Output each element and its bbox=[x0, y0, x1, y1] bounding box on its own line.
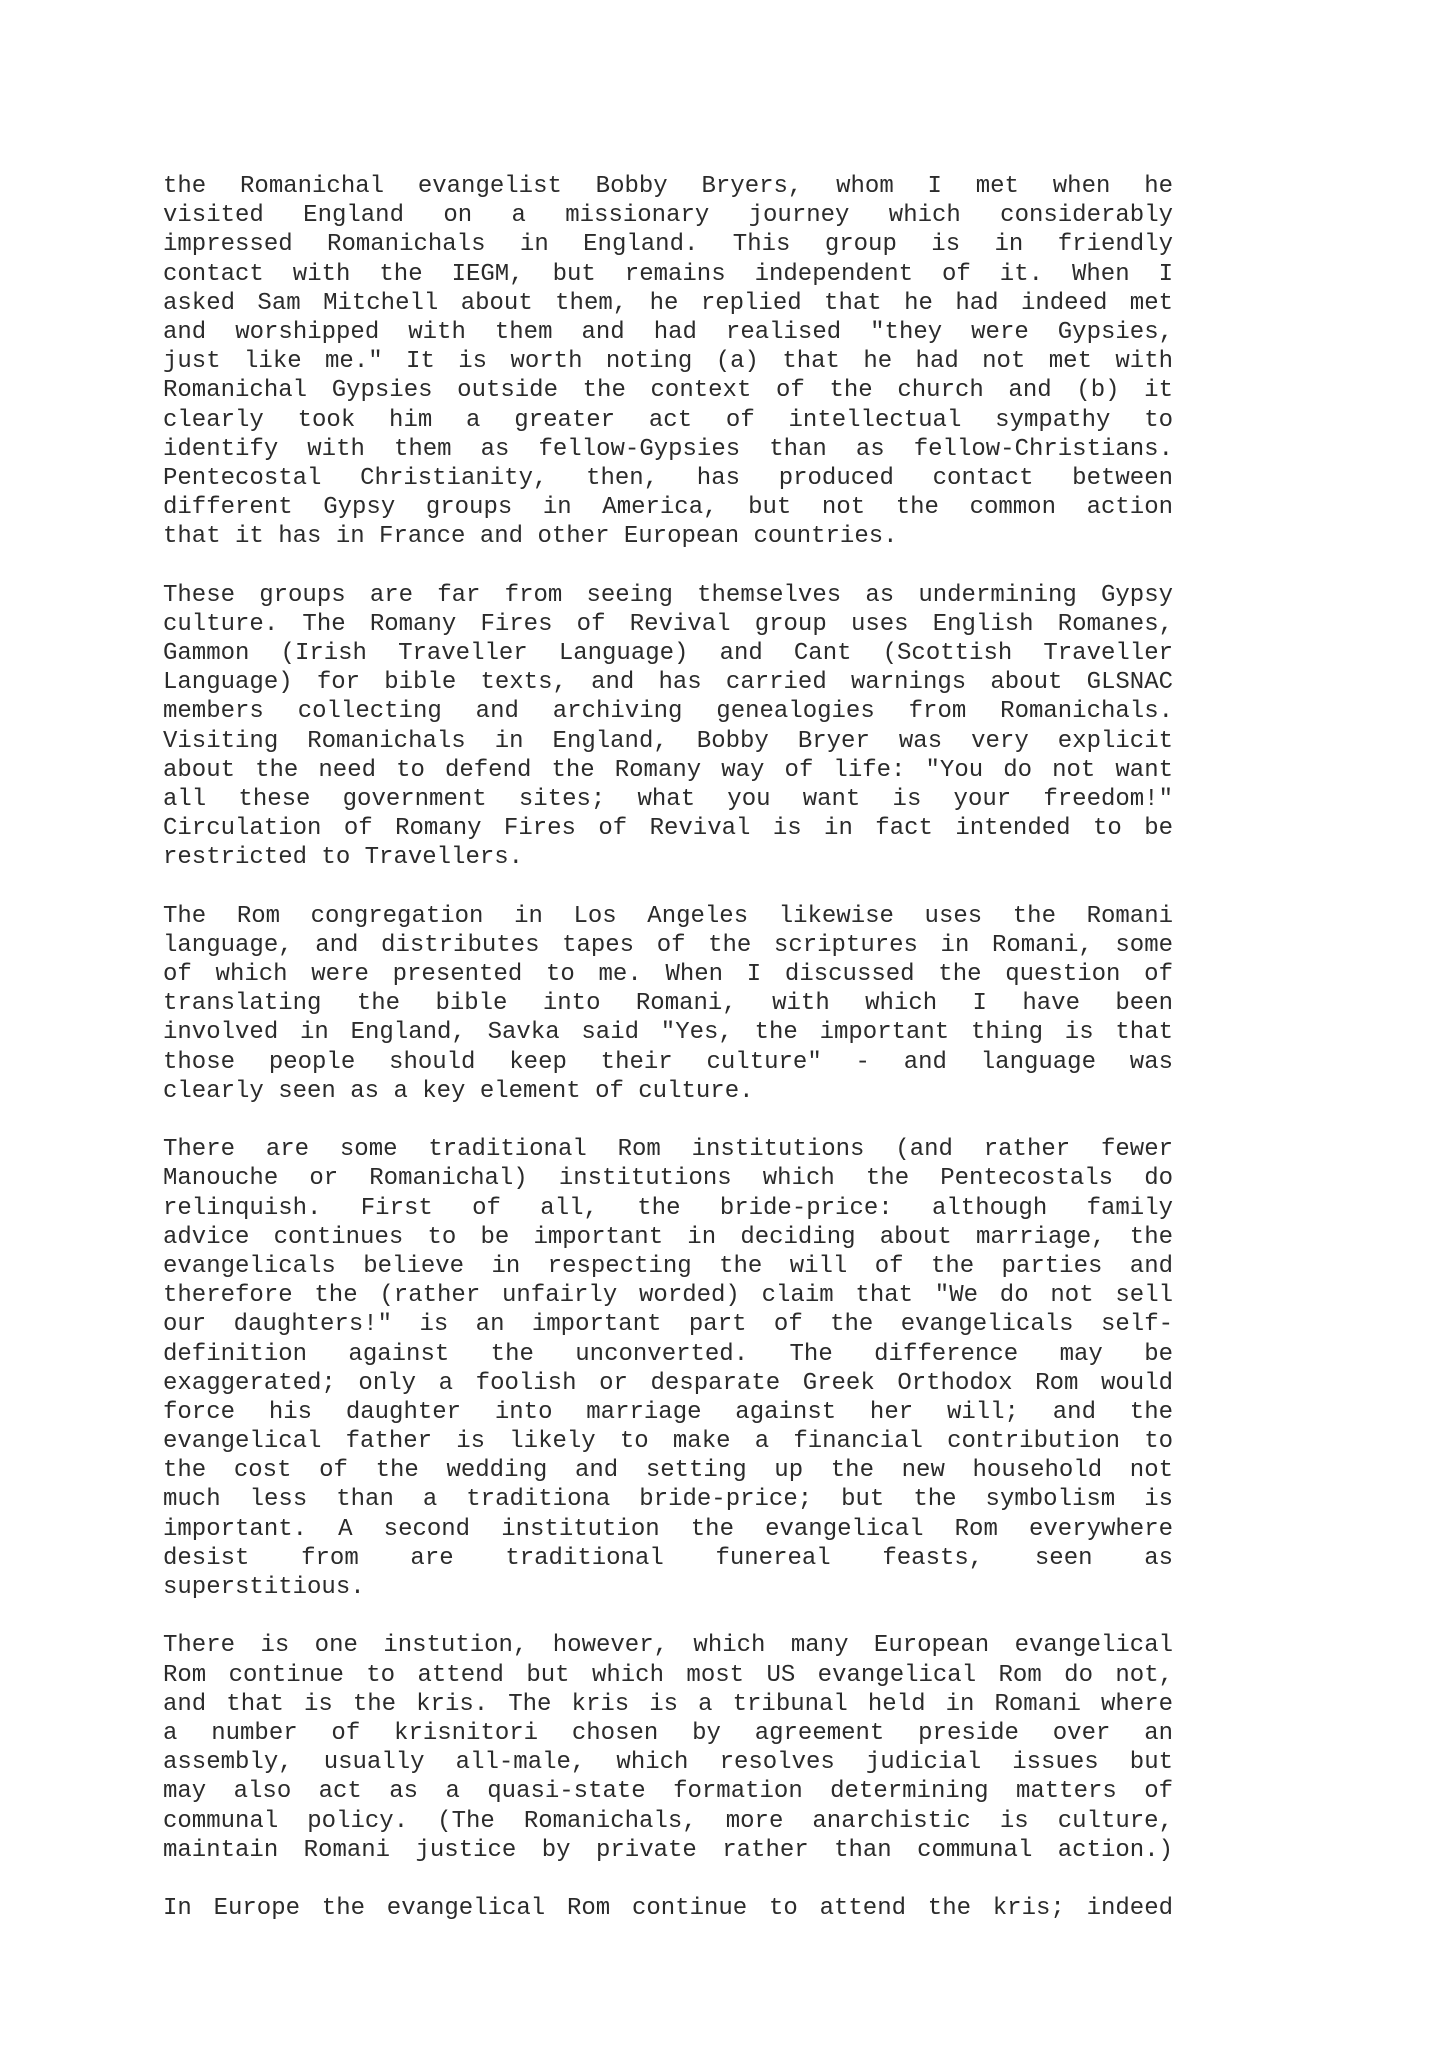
text-line: Gammon (Irish Traveller Language) and Cant (Scottish Traveller bbox=[163, 640, 1173, 667]
text-line: the Romanichal evangelist Bobby Bryers, whom I met when he bbox=[163, 173, 1173, 200]
text-line: much less than a traditiona bride-price; but the symbolism is bbox=[163, 1486, 1173, 1514]
paragraph bbox=[163, 1894, 1173, 1923]
text-line: therefore the (rather unfairly worded) claim that "We do not sell bbox=[163, 1282, 1173, 1310]
text-line: all these government sites; what you want is your freedom!" bbox=[163, 785, 1173, 813]
text-line: the cost of the wedding and setting up the new household not bbox=[163, 1457, 1173, 1485]
text-line: restricted to Travellers. bbox=[163, 844, 524, 872]
text-line: language, and distributes tapes of the scriptures in Romani, some bbox=[163, 931, 1173, 959]
paragraph bbox=[163, 172, 1173, 551]
text-line: superstitious. bbox=[163, 1574, 365, 1601]
text-line: evangelical father is likely to make a financial contribution to bbox=[163, 1428, 1173, 1456]
text-line: contact with the IEGM, but remains independent of it. When I bbox=[163, 260, 1173, 288]
text-line: a number of krisnitori chosen by agreement preside over an bbox=[163, 1719, 1173, 1747]
text-line: about the need to defend the Romany way of life: "You do not want bbox=[163, 756, 1173, 784]
text-line: impressed Romanichals in England. This group is in friendly bbox=[163, 231, 1173, 259]
text-line: of which were presented to me. When I discussed the question of bbox=[163, 961, 1173, 989]
text-line: may also act as a quasi-state formation determining matters of bbox=[163, 1778, 1173, 1806]
text-line: that it has in France and other European countries. bbox=[163, 523, 898, 551]
text-line: relinquish. First of all, the bride-price: although family bbox=[163, 1194, 1173, 1222]
text-line: members collecting and archiving genealogies from Romanichals. bbox=[163, 698, 1173, 726]
text-line: These groups are far from seeing themselves as undermining Gypsy bbox=[163, 581, 1173, 609]
text-line: Manouche or Romanichal) institutions which the Pentecostals do bbox=[163, 1165, 1173, 1193]
text-line: Rom continue to attend but which most US evangelical Rom do not, bbox=[163, 1661, 1173, 1689]
text-line: definition against the unconverted. The difference may be bbox=[163, 1340, 1173, 1368]
text-line: identify with them as fellow-Gypsies than as fellow-Christians. bbox=[163, 435, 1173, 463]
text-line: Romanichal Gypsies outside the context of the church and (b) it bbox=[163, 377, 1173, 405]
text-line: Visiting Romanichals in England, Bobby Bryer was very explicit bbox=[163, 727, 1173, 755]
paragraph bbox=[163, 902, 1173, 1106]
text-line: clearly seen as a key element of culture. bbox=[163, 1077, 754, 1105]
text-line: communal policy. (The Romanichals, more anarchistic is culture, bbox=[163, 1807, 1173, 1835]
text-line: and worshipped with them and had realised "they were Gypsies, bbox=[163, 318, 1173, 346]
text-line: Language) for bible texts, and has carried warnings about GLSNAC bbox=[163, 669, 1173, 697]
text-line: and that is the kris. The kris is a tribunal held in Romani where bbox=[163, 1690, 1173, 1718]
text-line: advice continues to be important in deciding about marriage, the bbox=[163, 1223, 1173, 1251]
text-line: The Rom congregation in Los Angeles likewise uses the Romani bbox=[163, 902, 1173, 930]
text-line: maintain Romani justice by private rather than communal action.) bbox=[163, 1836, 1173, 1864]
text-line: our daughters!" is an important part of the evangelicals self- bbox=[163, 1311, 1173, 1339]
paragraph bbox=[163, 1135, 1173, 1602]
text-line: asked Sam Mitchell about them, he replied that he had indeed met bbox=[163, 289, 1173, 317]
document-page bbox=[163, 172, 1173, 1952]
text-line: There are some traditional Rom institutions (and rather fewer bbox=[163, 1136, 1173, 1164]
text-line: assembly, usually all-male, which resolves judicial issues but bbox=[163, 1749, 1173, 1777]
text-line: culture. The Romany Fires of Revival group uses English Romanes, bbox=[163, 610, 1173, 638]
text-line: those people should keep their culture" - and language was bbox=[163, 1048, 1173, 1076]
paragraph bbox=[163, 1631, 1173, 1865]
text-line: clearly took him a greater act of intellectual sympathy to bbox=[163, 406, 1173, 434]
text-line: Circulation of Romany Fires of Revival is in fact intended to be bbox=[163, 815, 1173, 843]
text-line: important. A second institution the evangelical Rom everywhere bbox=[163, 1515, 1173, 1543]
text-line: desist from are traditional funereal feasts, seen as bbox=[163, 1544, 1173, 1572]
text-line: visited England on a missionary journey which considerably bbox=[163, 202, 1173, 230]
text-line: exaggerated; only a foolish or desparate Greek Orthodox Rom would bbox=[163, 1369, 1173, 1397]
text-line: evangelicals believe in respecting the will of the parties and bbox=[163, 1252, 1173, 1280]
paragraph bbox=[163, 581, 1173, 873]
text-line: involved in England, Savka said "Yes, the important thing is that bbox=[163, 1019, 1173, 1047]
text-line: different Gypsy groups in America, but not the common action bbox=[163, 494, 1173, 522]
text-line: In Europe the evangelical Rom continue to attend the kris; indeed bbox=[163, 1895, 1173, 1923]
text-line: Pentecostal Christianity, then, has produced contact between bbox=[163, 464, 1173, 492]
text-line: translating the bible into Romani, with which I have been bbox=[163, 990, 1173, 1018]
text-line: just like me." It is worth noting (a) that he had not met with bbox=[163, 348, 1173, 376]
text-line: force his daughter into marriage against her will; and the bbox=[163, 1398, 1173, 1426]
text-line: There is one instution, however, which many European evangelical bbox=[163, 1632, 1173, 1660]
